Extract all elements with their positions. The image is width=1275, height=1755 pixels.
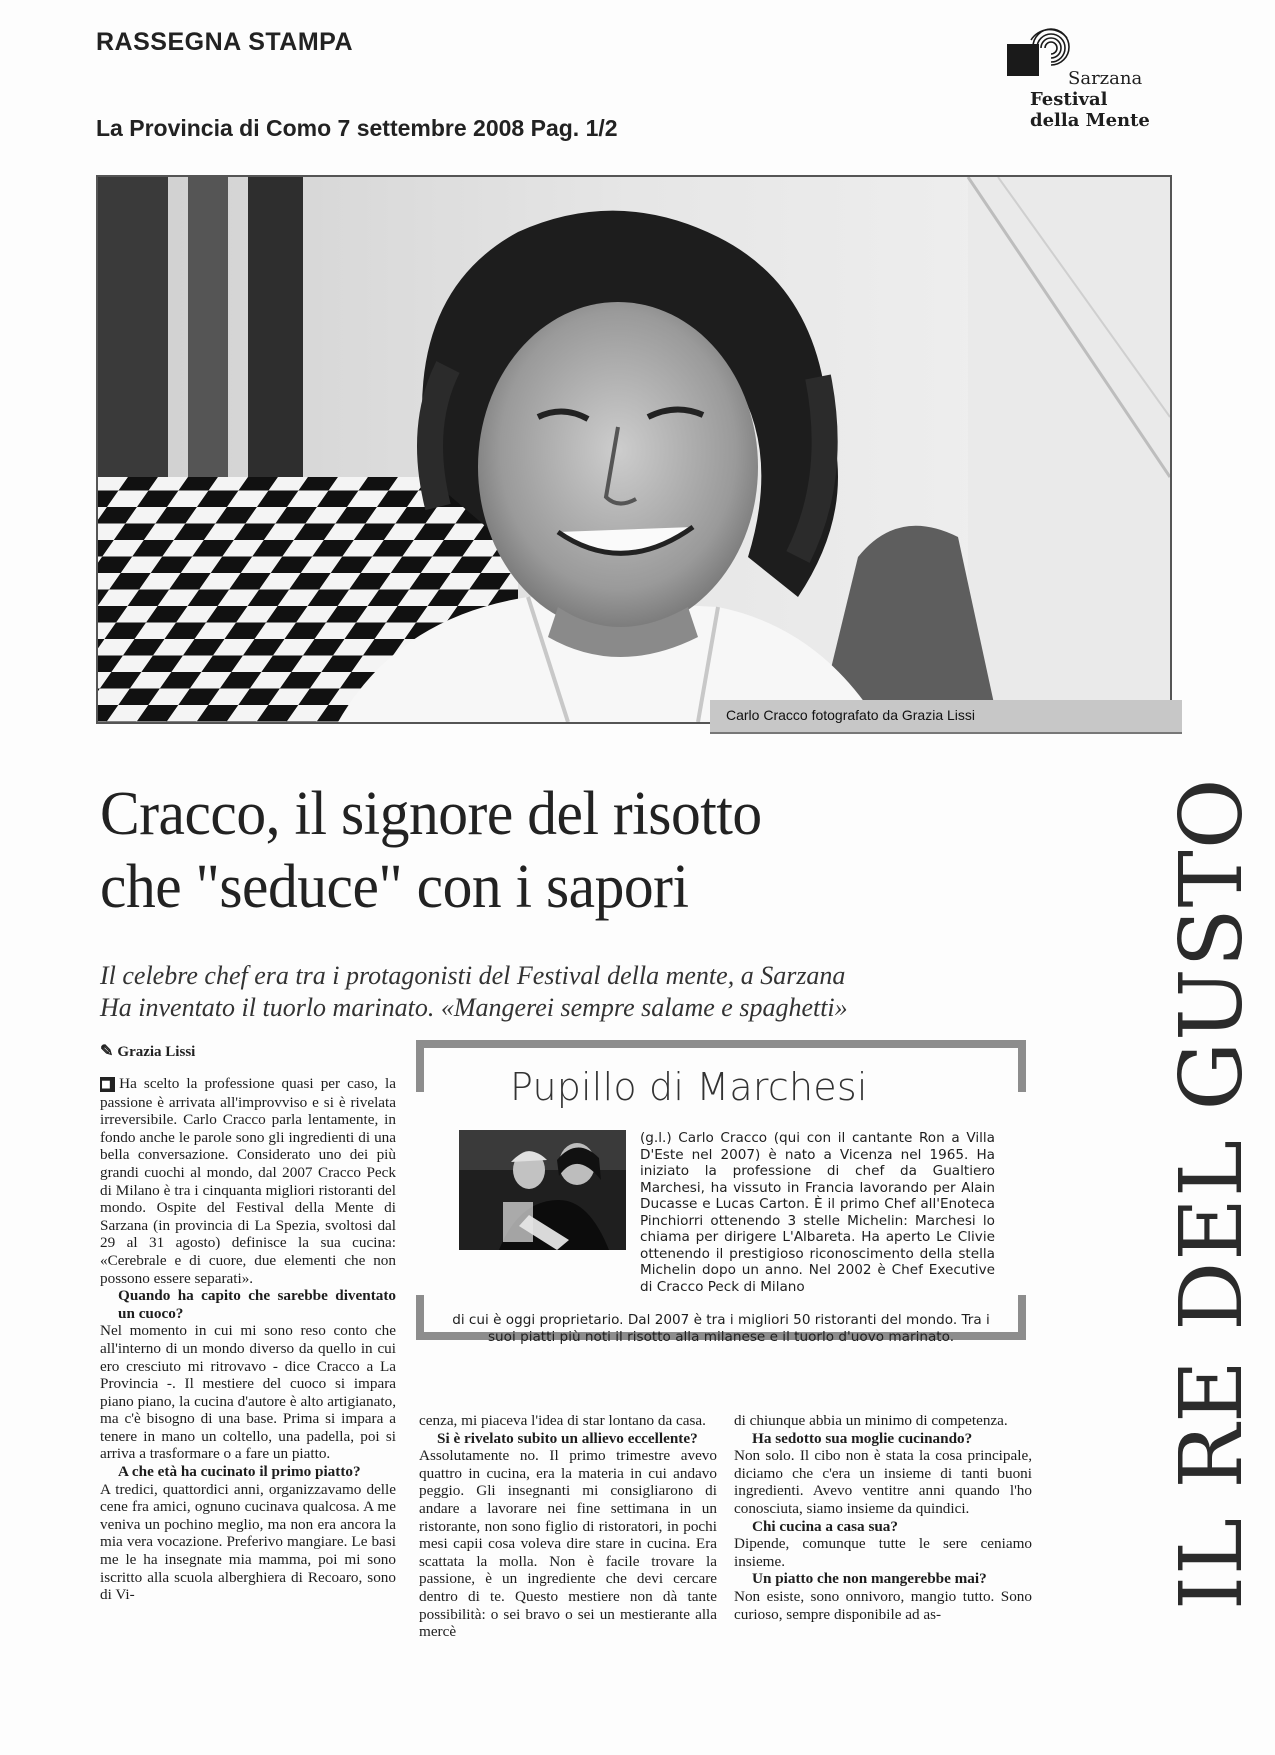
festival-logo [985,14,1155,144]
box-photo [459,1130,626,1250]
source-line: La Provincia di Como 7 settembre 2008 Pag. 1/2 [96,115,618,141]
paragraph: Nel momento in cui mi sono reso conto che all'interno di un mondo diverso da quello in cui ero cresciuto mi ritrovavo - dice Cracco a La Provincia -. Il mestiere del cuoco si impara piano piano, la cucina d'autore è alto artigianato, ma c'è bisogno di una base. Prima si impara a tenere in mano un coltello, una padella, poi si arriva a trasformare o a fare un piatto. [100,1322,396,1463]
subheadline [100,960,1060,1024]
question: Si è rivelato subito un allievo eccellente? [437,1429,698,1447]
box-title: Pupillo di Marchesi [510,1065,868,1109]
paragraph-text: Ha scelto la professione quasi per caso, la passione è arrivata all'improvviso e si è rivelata irreversibile. Carlo Cracco parla lentamente, in fondo anche le parole sono gli ingredienti di una bella conversazione. Considerato uno dei più grandi cuochi al mondo, dal 2007 Cracco Peck di Milano è tra i cinquanta migliori ristoranti del mondo. Ospite del Festival della Mente di Sarzana (in provincia di La Spezia, svoltosi dal 29 al 31 agosto) definisce la sua cucina: «Cerebrale e di cuore, due elementi che non possono essere separati». [100,1075,397,1287]
paragraph: Dipende, comunque tutte le sere ceniamo insieme. [734,1535,1032,1570]
box-text-end: di cui è oggi proprietario. Dal 2007 è tra i migliori 50 ristoranti del mondo. Tra i suoi piatti più noti il risotto alla milanese e il tuorlo d'uovo marinato. [452,1312,990,1345]
headline-line-1: Cracco, il signore del risotto [100,780,762,848]
question: Quando ha capito che sarebbe diventato un cuoco? [118,1287,396,1322]
box-border-right [1018,1040,1026,1092]
paragraph: Assolutamente no. Il primo trimestre avevo quattro in cucina, era la materia in cui andavo peggio. Gli insegnanti mi consigliarono di andare a lavorare nei fine settimana in un ristorante, non sono figlio di ristoratori, in pochi mesi capii cosa voleva dire stare in cucina. Era scattata la molla. Non è facile trovare la passione, è un ingrediente che devi cercare dentro di te. Questo mestiere non dà tante possibilità: o sei bravo o sei un mestierante alla mercè [419,1447,717,1641]
article-column-2 [419,1412,717,1641]
paragraph: cenza, mi piaceva l'idea di star lontano da casa. [419,1412,706,1429]
section-label: IL RE DEL GUSTO [1162,777,1262,1610]
paragraph: A tredici, quattordici anni, organizzavamo delle cene fra amici, ognuno cucinava qualcosa. A me veniva un pochino meglio, ma non era ancora la mia vera vocazione. Preferivo mangiare. Le basi me le ha insegnate mia mamma, poi mi sono iscritto alla scuola alberghiera di Recoaro, sono di Vi- [100,1480,396,1604]
question: A che età ha cucinato il primo piatto? [118,1463,361,1481]
box-border-left [416,1040,424,1092]
paragraph [100,1075,396,1287]
byline [100,1041,195,1061]
portrait-illustration [98,177,1170,722]
box-border-top [416,1040,1026,1048]
logo-line-3: della Mente [1030,110,1150,131]
logo-line-1: Sarzana [1068,68,1143,89]
subhead-line-1: Il celebre chef era tra i protagonisti del Festival della mente, a Sarzana [100,961,846,990]
press-review-label: RASSEGNA STAMPA [96,28,354,56]
logo-line-2: Festival [1030,89,1108,110]
byline-icon: ✎ [100,1043,114,1060]
byline-author: Grazia Lissi [117,1044,196,1060]
article-start-icon: ■ [102,1077,114,1092]
box-photo-illustration [459,1130,626,1250]
article-column-3 [734,1412,1032,1623]
section-title [1058,760,1262,1610]
question: Chi cucina a casa sua? [752,1517,898,1535]
article-column-1 [100,1075,396,1604]
portrait-photo [96,175,1172,724]
question: Ha sedotto sua moglie cucinando? [752,1429,973,1447]
box-border-bottom-right [1018,1295,1026,1340]
photo-caption: Carlo Cracco fotografato da Grazia Lissi [726,707,975,723]
paragraph: di chiunque abbia un minimo di competenza. [734,1412,1008,1429]
paragraph: Non esiste, sono onnivoro, mangio tutto. Sono curioso, sempre disponibile ad as- [734,1587,1032,1623]
box-text: (g.l.) Carlo Cracco (qui con il cantante Ron a Villa D'Este nel 2007) è nato a Vicenza nel 1965. Ha iniziato la professione di chef da Gualtiero Marchesi, ha vissuto in Francia lavorando per Alain Ducasse e Lucas Carton. È il primo Chef all'Enoteca Pinchiorri ottenendo 3 stelle Michelin: Marchesi lo chiama per dirigere L'Albareta. Ha aperto Le Clivie ottenendo il prestigioso riconoscimento della stella Michelin dopo un anno. Nel 2002 è Chef Executive di Cracco Peck di Milano [640,1130,995,1295]
subhead-line-2: Ha inventato il tuorlo marinato. «Mangerei sempre salame e spaghetti» [100,993,848,1022]
box-border-bottom-left [416,1295,424,1340]
headline [100,778,1022,924]
question: Un piatto che non mangerebbe mai? [752,1570,987,1588]
headline-line-2: che "seduce" con i sapori [100,853,689,921]
paragraph: Non solo. Il cibo non è stata la cosa principale, diciamo che c'era un insieme di tanti buoni ingredienti. Avevo ventitre anni quando l'ho conosciuta, siamo insieme da quindici. [734,1447,1032,1517]
